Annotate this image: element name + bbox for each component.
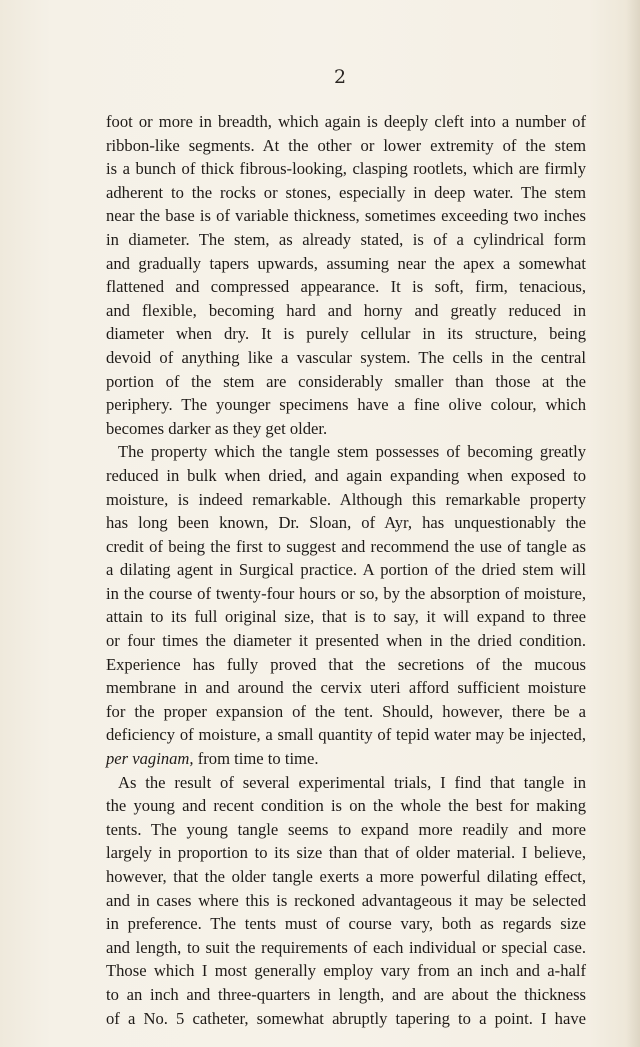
text-line: for the proper expansion of the tent. Should, however, there be a — [106, 701, 586, 721]
text-line: largely in proportion to its size than that of older material. I believe, — [106, 843, 586, 863]
text-line: and flexible, becoming hard and horny and greatly reduced in — [106, 300, 586, 320]
text-line: near the base is of variable thickness, sometimes exceeding two inches — [106, 206, 586, 226]
text-line: to an inch and three-quarters in length, and are about the thickness — [106, 984, 586, 1004]
text-line: ribbon-like segments. At the other or lower extremity of the stem — [106, 135, 586, 155]
page-edge-shadow — [626, 0, 640, 1047]
text-line: Experience has fully proved that the secretions of the mucous — [106, 654, 586, 674]
text-line: flattened and compressed appearance. It is soft, firm, tenacious, — [106, 277, 586, 297]
text-line: As the result of several experimental trials, I find that tangle in — [118, 772, 586, 792]
text-line: in diameter. The stem, as already stated, is of a cylindrical form — [106, 229, 586, 249]
text-line-end: from time to time. — [193, 749, 319, 769]
text-line: in the course of twenty-four hours or so, by the absorption of moisture, — [106, 583, 586, 603]
text-line: of a No. 5 catheter, somewhat abruptly tapering to a point. I have — [106, 1008, 586, 1028]
paragraph-1 — [106, 110, 586, 440]
text-line: and length, to suit the requirements of each individual or special case. — [106, 937, 586, 957]
text-line: the young and recent condition is on the whole the best for making — [106, 796, 586, 816]
text-line: and gradually tapers upwards, assuming near the apex a somewhat — [106, 253, 586, 273]
paragraph-3 — [106, 771, 586, 1031]
text-line: The property which the tangle stem possesses of becoming greatly — [118, 442, 586, 462]
text-line: devoid of anything like a vascular system. The cells in the central — [106, 347, 586, 367]
text-line: however, that the older tangle exerts a more powerful dilating effect, — [106, 867, 586, 886]
page-number: 2 — [334, 66, 347, 88]
text-line: deficiency of moisture, a small quantity of tepid water may be injected, — [106, 725, 586, 745]
text-line: foot or more in breadth, which again is deeply cleft into a number of — [106, 112, 586, 131]
text-line: becomes darker as they get older. — [106, 418, 328, 438]
paragraph-2 — [106, 440, 586, 770]
text-line: adherent to the rocks or stones, especially in deep water. The stem — [106, 182, 586, 202]
text-line: moisture, is indeed remarkable. Although this remarkable property — [106, 489, 586, 509]
italic-phrase: per vaginam, — [106, 749, 194, 769]
text-line: is a bunch of thick fibrous-looking, clasping rootlets, which are firmly — [106, 159, 586, 179]
text-line: membrane in and around the cervix uteri afford sufficient moisture — [106, 678, 586, 698]
text-line: and in cases where this is reckoned advantageous it may be selected — [106, 890, 586, 910]
body-text — [106, 110, 586, 1030]
text-line: tents. The young tangle seems to expand more readily and more — [106, 819, 586, 839]
text-line: diameter when dry. It is purely cellular in its structure, being — [106, 324, 586, 344]
text-line: attain to its full original size, that is to say, it will expand to three — [106, 607, 586, 627]
text-line: in preference. The tents must of course vary, both as regards size — [106, 914, 586, 934]
text-line: credit of being the first to suggest and recommend the use of tangle as — [106, 536, 586, 556]
text-line: or four times the diameter it presented when in the dried condition. — [106, 631, 586, 651]
text-line: periphery. The younger specimens have a fine olive colour, which — [106, 395, 586, 415]
text-line: Those which I most generally employ vary from an inch and a-half — [106, 961, 586, 981]
text-line: a dilating agent in Surgical practice. A portion of the dried stem will — [106, 560, 586, 580]
text-line: has long been known, Dr. Sloan, of Ayr, has unquestionably the — [106, 513, 586, 533]
text-line: portion of the stem are considerably smaller than those at the — [106, 371, 586, 391]
text-line: reduced in bulk when dried, and again expanding when exposed to — [106, 465, 586, 485]
text-line — [106, 747, 586, 771]
